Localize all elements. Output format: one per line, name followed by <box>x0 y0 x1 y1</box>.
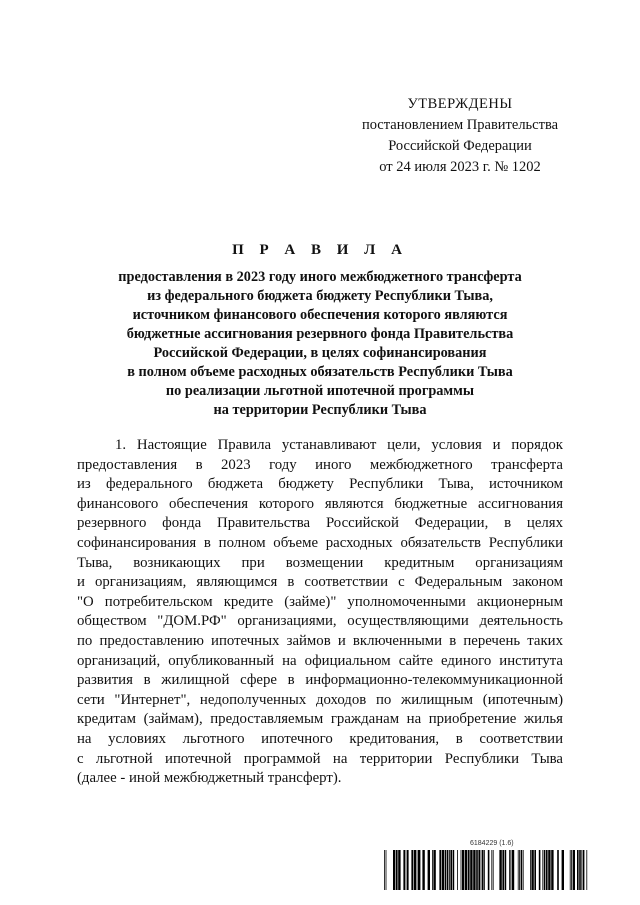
paragraph-line: сети "Интернет", недополученных доходов по жилищным (ипотечным) <box>77 691 563 708</box>
approval-block <box>340 94 580 178</box>
paragraph-line: развития в жилищной сфере в информационно-телекоммуникационной <box>77 672 563 689</box>
paragraph-line: обществом "ДОМ.РФ" организациями, осуществляющими деятельность <box>77 613 563 630</box>
subtitle-line: из федерального бюджета бюджету Республики Тыва, <box>147 288 493 304</box>
subtitle-line: в полном объеме расходных обязательств Республики Тыва <box>127 364 513 380</box>
paragraph-line: из федерального бюджета бюджету Республики Тыва, источником <box>77 476 563 493</box>
paragraph-line: Тыва, возникающих при возмещении кредитным организациям <box>77 554 563 571</box>
subtitle-line: предоставления в 2023 году иного межбюджетного трансферта <box>118 269 522 285</box>
paragraph-line: на условиях льготного ипотечного кредитования, в соответствии <box>77 730 563 747</box>
subtitle-line: на территории Республики Тыва <box>213 402 427 418</box>
paragraph-line: софинансирования в полном объеме расходных обязательств Республики <box>77 534 563 551</box>
paragraph-line: резервного фонда Правительства Российской Федерации, в целях <box>77 515 563 532</box>
paragraph-line: организаций, опубликованный на официальном сайте единого института <box>77 652 563 669</box>
paragraph-line: (далее - иной межбюджетный трансферт). <box>77 770 342 787</box>
subtitle-line: Российской Федерации, в целях софинансирования <box>153 345 487 361</box>
approval-line-3: от 24 июля 2023 г. № 1202 <box>379 159 541 175</box>
paragraph-line: 1. Настоящие Правила устанавливают цели, условия и порядок <box>115 437 563 453</box>
barcode <box>376 850 588 890</box>
approval-line-2: Российской Федерации <box>388 138 532 154</box>
paragraph-line: предоставления в 2023 году иного межбюджетного трансферта <box>77 456 563 473</box>
subtitle-line: по реализации льготной ипотечной программы <box>165 383 475 399</box>
rules-subtitle <box>90 268 550 420</box>
paragraph-line: "О потребительском кредите (займе)" уполномоченными акционерным <box>77 593 563 610</box>
rules-title: П Р А В И Л А <box>232 242 408 258</box>
subtitle-line: бюджетные ассигнования резервного фонда Правительства <box>126 326 514 342</box>
paragraph-1 <box>77 436 563 789</box>
paragraph-line: финансового обеспечения которого являются бюджетные ассигнования <box>77 495 563 512</box>
paragraph-line: и организациям, являющимся в соответствии с Федеральным законом <box>77 574 563 591</box>
paragraph-line: с льготной ипотечной программой на территории Республики Тыва <box>77 750 563 767</box>
approval-title: УТВЕРЖДЕНЫ <box>407 96 513 112</box>
paragraph-line: по предоставлению ипотечных займов и включенными в перечень таких <box>77 632 563 649</box>
subtitle-line: источником финансового обеспечения которого являются <box>132 307 508 323</box>
paragraph-line: кредитам (займам), предоставляемым гражданам на приобретение жилья <box>77 711 563 728</box>
document-code: 6184229 (1.6) <box>470 840 514 847</box>
approval-line-1: постановлением Правительства <box>361 117 559 133</box>
